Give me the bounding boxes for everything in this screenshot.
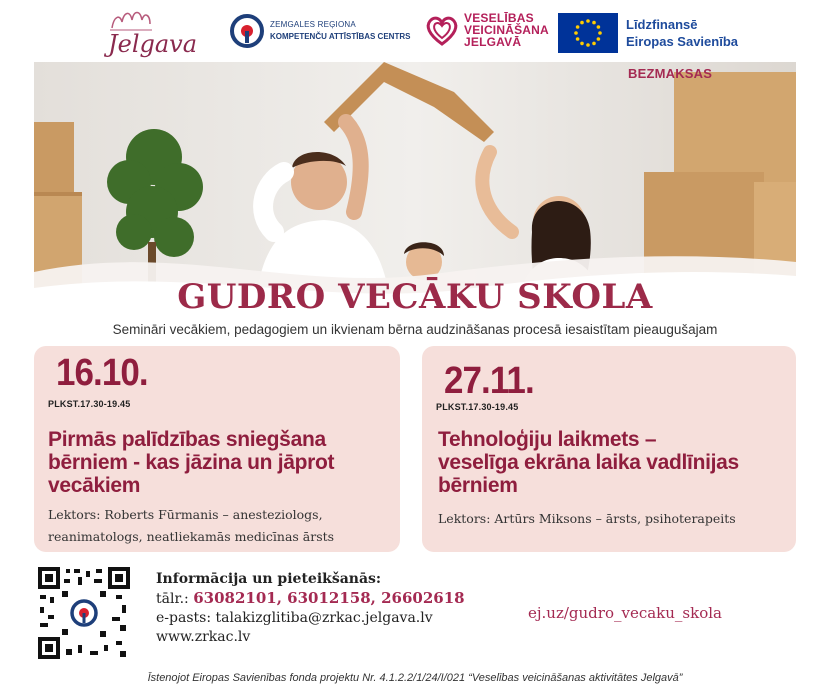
eu-line2: Eiropas Savienība [626, 34, 738, 49]
event-lector-line: Lektors: Roberts Fūrmanis – anesteziologs, [48, 507, 323, 522]
jelgava-logo [104, 6, 214, 58]
page-subtitle: Semināri vecākiem, pedagogiem un ikvienam bērna audzināšanas procesā iesaistītam pieaugušajam [112, 322, 718, 337]
email-link[interactable]: e-pasts: talakizglitiba@zrkac.jelgava.lv [156, 610, 433, 626]
heart-icon [424, 12, 460, 48]
zrkac-line1: ZEMGALES REĢIONA [270, 20, 356, 29]
event-lector [438, 508, 736, 530]
event-card-2 [422, 346, 796, 552]
phone-numbers[interactable]: 63082101, 63012158, 26602618 [193, 589, 465, 607]
event-lector-line: Lektors: Artūrs Miksons – ārsts, psihoterapeits [438, 511, 736, 526]
registration-link[interactable]: ej.uz/gudro_vecaku_skola [528, 604, 722, 622]
phone-row [156, 589, 465, 609]
contact-info [156, 570, 465, 647]
eu-line1: Līdzfinansē [626, 17, 698, 32]
contact-heading: Informācija un pieteikšanās: [156, 571, 382, 587]
event-topic-line: vecākiem [48, 474, 141, 497]
event-topic-line: bērniem [438, 474, 518, 497]
event-time: PLKST.17.30-19.45 [436, 402, 519, 412]
event-time: PLKST.17.30-19.45 [48, 399, 131, 409]
zrkac-emblem-icon [230, 14, 264, 48]
logo-bar [0, 0, 830, 62]
event-topic-line: Tehnoloģiju laikmets – [438, 428, 657, 451]
event-topic-line: bērniem - kas jāzina un jāprot [48, 451, 335, 474]
eu-flag-icon [558, 13, 618, 53]
website-link[interactable]: www.zrkac.lv [156, 629, 251, 645]
event-lector-line: reanimatologs, neatliekamās medicīnas ārsts [48, 529, 335, 544]
veseliba-line1: VESELĪBAS [464, 11, 534, 25]
eu-logo [558, 13, 738, 53]
event-lector [48, 504, 334, 548]
phone-label: tālr.: [156, 591, 194, 607]
event-card-1 [34, 346, 400, 552]
qr-code-icon[interactable] [36, 565, 132, 661]
free-badge: BEZMAKSAS [628, 66, 713, 81]
event-date: 16.10. [56, 352, 148, 394]
veseliba-line3: JELGAVĀ [464, 35, 522, 49]
veseliba-logo [424, 12, 549, 48]
event-topic [48, 428, 334, 497]
zrkac-line2: KOMPETENČU ATTĪSTĪBAS CENTRS [270, 32, 411, 41]
jelgava-wordmark: Jelgava [108, 30, 198, 58]
page-title: GUDRO VECĀKU SKOLA [177, 277, 653, 317]
event-topic [438, 428, 739, 497]
event-date: 27.11. [444, 360, 534, 402]
event-topic-line: Pirmās palīdzības sniegšana [48, 428, 326, 451]
zrkac-logo [230, 14, 410, 48]
project-footer: Īstenojot Eiropas Savienības fonda projektu Nr. 4.1.2.2/1/24/I/021 “Veselības veicināšanas aktivitātes Jelgavā” [147, 672, 683, 684]
event-topic-line: veselīga ekrāna laika vadlīnijas [438, 451, 739, 474]
veseliba-line2: VEICINĀŠANA [464, 23, 549, 37]
